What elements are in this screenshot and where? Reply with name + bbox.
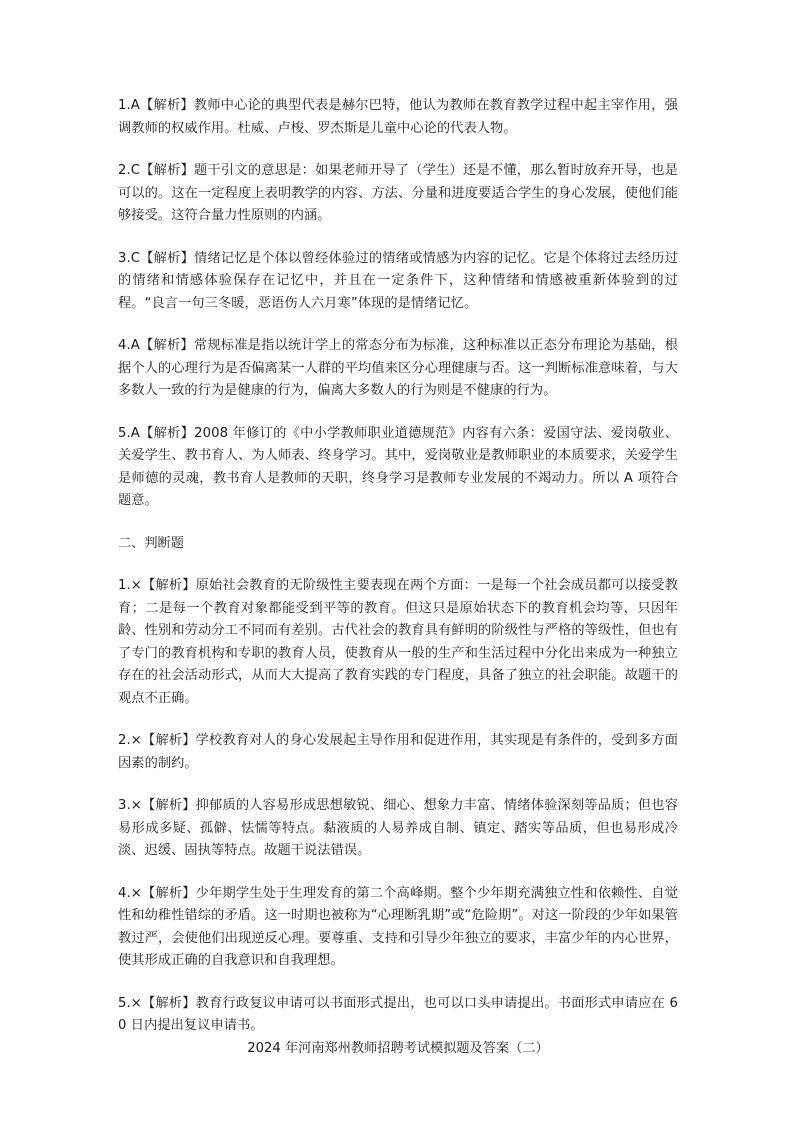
answer-2-1: 1.×【解析】原始社会教育的无阶级性主要表现在两个方面：一是每一个社会成员都可以接受教育；二是每一个教育对象都能受到平等的教育。但这只是原始状态下的教育机会均等，只因年龄、性别和劳动分工不同而有差别。古代社会的教育具有鲜明的阶级性与严格的等级性，但也有了专门的教育机构和专职的教育人员，使教育从一般的生产和生活过程中分化出来成为一种独立存在的社会活动形式，从而大大提高了教育实践的专门程度，具备了独立的社会职能。故题干的观点不正确。 [118,578,678,706]
answer-2-3: 3.×【解析】抑郁质的人容易形成思想敏锐、细心、想象力丰富、情绪体验深刻等品质；但也容易形成多疑、孤僻、怯懦等特点。黏液质的人易养成自制、镇定、踏实等品质，但也易形成冷淡、迟缓、固执等特点。故题干说法错误。 [118,798,678,858]
answer-1-3: 3.C【解析】情绪记忆是个体以曾经体验过的情绪或情感为内容的记忆。它是个体将过去经历过的情绪和情感体验保存在记忆中，并且在一定条件下，这种情绪和情感被重新体验到的过程。“良言一句三冬暖，恶语伤人六月寒”体现的是情绪记忆。 [118,250,678,311]
answer-2-4: 4.×【解析】少年期学生处于生理发育的第二个高峰期。整个少年期充满独立性和依赖性、自觉性和幼稚性错综的矛盾。这一时期也被称为“心理断乳期”或“危险期”。对这一阶段的少年如果管教过严，会使他们出现逆反心理。要尊重、支持和引导少年独立的要求，丰富少年的内心世界，使其形成正确的自我意识和自我理想。 [118,885,678,968]
answer-1-1: 1.A【解析】教师中心论的典型代表是赫尔巴特，他认为教师在教育教学过程中起主宰作用，强调教师的权威作用。杜威、卢梭、罗杰斯是儿童中心论的代表人物。 [118,98,678,136]
answer-2-2: 2.×【解析】学校教育对人的身心发展起主导作用和促进作用，其实现是有条件的，受到多方面因素的制约。 [118,733,678,771]
answer-1-2: 2.C【解析】题干引文的意思是：如果老师开导了（学生）还是不懂，那么暂时放弃开导，也是可以的。这在一定程度上表明教学的内容、方法、分量和进度要适合学生的身心发展，使他们能够接受。这符合量力性原则的内涵。 [118,163,678,223]
document-page [118,95,678,1060]
document-title-footer: 2024 年河南郑州教师招聘考试模拟题及答案（二） [247,1040,549,1056]
section-heading-judgment: 二、判断题 [118,535,184,551]
answer-1-5: 5.A【解析】2008 年修订的《中小学教师职业道德规范》内容有六条：爱国守法、爱岗敬业、关爱学生、教书育人、为人师表、终身学习。其中，爱岗敬业是教师职业的本质要求，关爱学生是师德的灵魂，教书育人是教师的天职，终身学习是教师专业发展的不竭动力。所以 A 项符合题意。 [118,425,678,508]
answer-1-4: 4.A【解析】常规标准是指以统计学上的常态分布为标准，这种标准以正态分布理论为基础，根据个人的心理行为是否偏离某一人群的平均值来区分心理健康与否。这一判断标准意味着，与大多数人一致的行为是健康的行为，偏离大多数人的行为则是不健康的行为。 [118,338,678,398]
answer-2-5: 5.×【解析】教育行政复议申请可以书面形式提出，也可以口头申请提出。书面形式申请应在 60 日内提出复议申请书。 [118,995,678,1033]
